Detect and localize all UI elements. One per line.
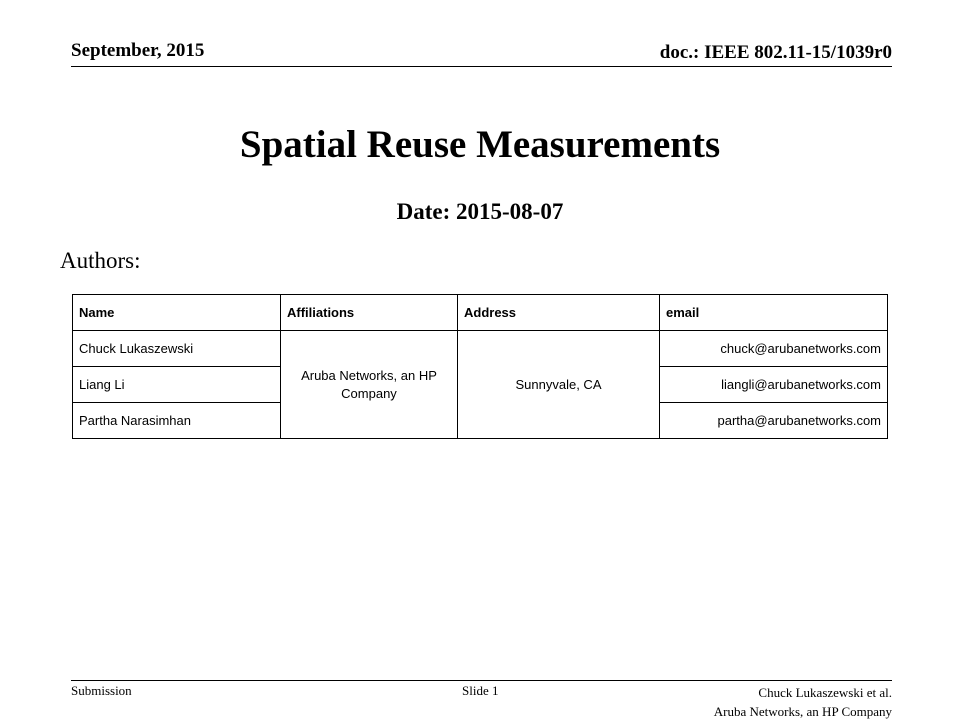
author-email: partha@arubanetworks.com — [660, 403, 888, 439]
slide-title: Spatial Reuse Measurements — [239, 123, 721, 166]
authors-table — [72, 294, 888, 439]
footer-company: Aruba Networks, an HP Company — [713, 704, 892, 719]
author-email: liangli@arubanetworks.com — [660, 367, 888, 403]
author-name: Liang Li — [73, 367, 281, 403]
authors-label: Authors: — [60, 248, 141, 273]
author-email: chuck@arubanetworks.com — [660, 331, 888, 367]
column-header-address: Address — [458, 295, 660, 331]
header-divider — [71, 66, 892, 67]
footer-author-block — [714, 683, 892, 720]
column-header-name: Name — [73, 295, 281, 331]
column-header-affiliations: Affiliations — [281, 295, 458, 331]
footer-author: Chuck Lukaszewski et al. — [758, 685, 892, 700]
author-name: Chuck Lukaszewski — [73, 331, 281, 367]
table-row — [73, 331, 888, 367]
author-address: Sunnyvale, CA — [458, 331, 660, 439]
presentation-date: Date: 2015-08-07 — [396, 199, 564, 224]
column-header-email: email — [660, 295, 888, 331]
footer-submission: Submission — [71, 683, 132, 698]
header-date: September, 2015 — [71, 40, 205, 61]
author-affiliation: Aruba Networks, an HP Company — [281, 331, 458, 439]
table-header-row — [73, 295, 888, 331]
footer-divider — [71, 680, 892, 681]
footer-slide-number: Slide 1 — [462, 683, 499, 698]
author-name: Partha Narasimhan — [73, 403, 281, 439]
header-doc-id: doc.: IEEE 802.11-15/1039r0 — [659, 42, 892, 63]
